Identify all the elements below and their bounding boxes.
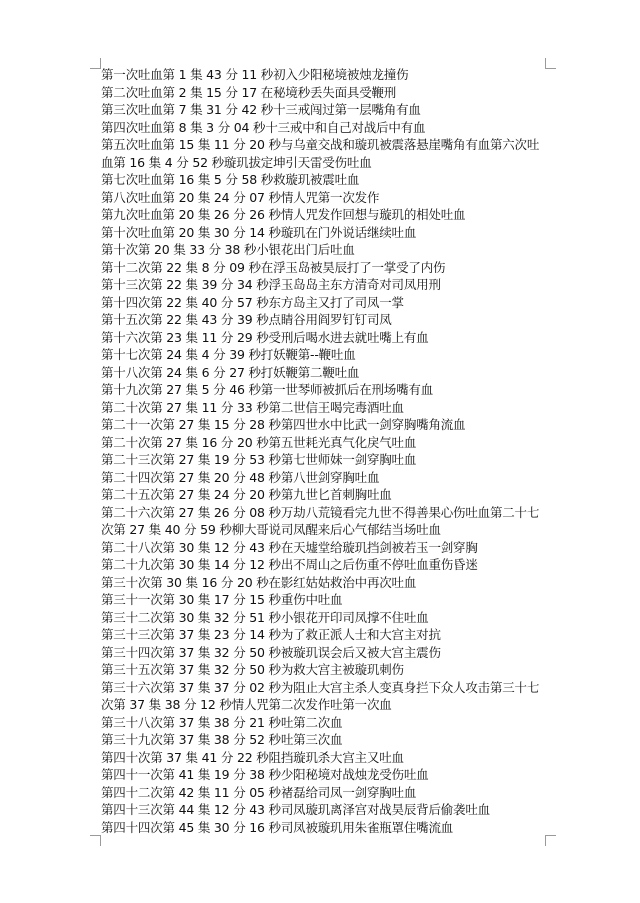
text-line: 第十七次第 24 集 4 分 39 秒打妖鞭第--鞭吐血 bbox=[101, 347, 356, 362]
text-line: 第十次吐血第 20 集 30 分 14 秒璇玑在门外说话继续吐血 bbox=[101, 224, 417, 240]
text-line: 第三十次第 30 集 16 分 20 秒在影红姑姑救治中再次吐血 bbox=[101, 574, 417, 590]
text-line: 第三次吐血第 7 集 31 分 42 秒十三戒闯过第一层嘴角有血 bbox=[101, 102, 421, 117]
text-line: 第四十次第 37 集 41 分 22 秒阻挡璇玑杀大宫主又吐血 bbox=[101, 749, 404, 765]
text-line: 第二十五次第 27 集 24 分 20 秒第九世匕首刺胸吐血 bbox=[101, 487, 392, 502]
text-line: 第十次第 20 集 33 分 38 秒小银花出门后吐血 bbox=[101, 242, 355, 257]
text-line: 第三十六次第 37 集 37 分 02 秒为阻止大宫主杀人变真身拦下众人攻击第三十七 bbox=[101, 679, 540, 695]
text-line: 第四次吐血第 8 集 3 分 04 秒十三戒中和自己对战后中有血 bbox=[101, 119, 426, 135]
text-line: 第一次吐血第 1 集 43 分 11 秒初入少阳秘境被烛龙撞伤 bbox=[101, 67, 409, 82]
crop-mark-bottom-left bbox=[90, 835, 101, 846]
text-line: 第三十八次第 37 集 38 分 21 秒吐第二次血 bbox=[101, 714, 343, 730]
text-line: 第三十三次第 37 集 23 分 14 秒为了救正派人士和大宫主对抗 bbox=[101, 627, 441, 642]
text-line: 第四十三次第 44 集 12 分 43 秒司凤璇玑离泽宫对战昊辰背后偷袭吐血 bbox=[101, 802, 490, 817]
text-line: 第二十六次第 27 集 26 分 08 秒万劫八荒镜看完九世不得善果心伤吐血第二十七 bbox=[101, 504, 540, 520]
text-line: 第八次吐血第 20 集 24 分 07 秒情人咒第一次发作 bbox=[101, 189, 380, 205]
text-line: 第三十四次第 37 集 32 分 50 秒被璇玑误会后又被大宫主震伤 bbox=[101, 644, 441, 660]
text-line: 血第 16 集 4 分 52 秒璇玑拔定坤引天雷受伤吐血 bbox=[101, 154, 372, 170]
text-line: 第二十三次第 27 集 19 分 53 秒第七世师妹一剑穿胸吐血 bbox=[101, 452, 417, 467]
text-line: 第四十二次第 42 集 11 分 05 秒禇磊给司凤一剑穿胸吐血 bbox=[101, 784, 417, 800]
text-line: 第十八次第 24 集 6 分 27 秒打妖鞭第二鞭吐血 bbox=[101, 364, 360, 380]
text-line: 第十三次第 22 集 39 分 34 秒浮玉岛岛主东方清奇对司凤用刑 bbox=[101, 277, 441, 292]
text-line: 第二十九次第 30 集 14 分 12 秒出不周山之后伤重不停吐血重伤昏迷 bbox=[101, 557, 478, 572]
crop-mark-top-left bbox=[90, 58, 101, 69]
text-line: 第九次吐血第 20 集 26 分 26 秒情人咒发作回想与璇玑的相处吐血 bbox=[101, 207, 466, 222]
text-line: 第十五次第 22 集 43 分 39 秒点睛谷用阎罗钉钉司凤 bbox=[101, 312, 392, 327]
text-line: 第二十四次第 27 集 20 分 48 秒第八世剑穿胸吐血 bbox=[101, 469, 380, 485]
text-line: 第三十九次第 37 集 38 分 52 秒吐第三次血 bbox=[101, 732, 343, 747]
text-line: 第二十八次第 30 集 12 分 43 秒在天墟堂给璇玑挡剑被若玉一剑穿胸 bbox=[101, 539, 478, 555]
text-line: 第七次吐血第 16 集 5 分 58 秒救璇玑被震吐血 bbox=[101, 172, 360, 187]
text-line: 第三十二次第 30 集 32 分 51 秒小银花开印司凤撑不住吐血 bbox=[101, 609, 429, 625]
text-line: 第二十次第 27 集 11 分 33 秒第二世信王喝完毒酒吐血 bbox=[101, 399, 404, 415]
text-line: 次第 37 集 38 分 12 秒情人咒第二次发作吐第一次血 bbox=[101, 697, 392, 712]
text-line: 次第 27 集 40 分 59 秒柳大哥说司凤醒来后心气郁结当场吐血 bbox=[101, 522, 441, 537]
text-line: 第二十一次第 27 集 15 分 28 秒第四世水中比武一剑穿胸嘴角流血 bbox=[101, 417, 466, 432]
document-body[interactable] bbox=[101, 66, 556, 836]
text-line: 第十九次第 27 集 5 分 46 秒第一世琴师被抓后在刑场嘴有血 bbox=[101, 382, 434, 397]
text-line: 第二次吐血第 2 集 15 分 17 在秘境秒丢失面具受鞭刑 bbox=[101, 84, 397, 100]
text-line: 第二十次第 27 集 16 分 20 秒第五世耗光真气化戾气吐血 bbox=[101, 434, 417, 450]
crop-mark-bottom-right bbox=[545, 835, 556, 846]
text-line: 第四十一次第 41 集 19 分 38 秒少阳秘境对战烛龙受伤吐血 bbox=[101, 767, 429, 782]
text-line: 第五次吐血第 15 集 11 分 20 秒与乌童交战和璇玑被震落悬崖嘴角有血第六次吐 bbox=[101, 137, 540, 152]
text-line: 第十四次第 22 集 40 分 57 秒东方岛主又打了司凤一掌 bbox=[101, 294, 404, 310]
text-line: 第三十一次第 30 集 17 分 15 秒重伤中吐血 bbox=[101, 592, 343, 607]
text-line: 第十二次第 22 集 8 分 09 秒在浮玉岛被昊辰打了一掌受了内伤 bbox=[101, 259, 446, 275]
text-line: 第四十四次第 45 集 30 分 16 秒司凤被璇玑用朱雀瓶罩住嘴流血 bbox=[101, 819, 454, 835]
text-line: 第三十五次第 37 集 32 分 50 秒为救大宫主被璇玑刺伤 bbox=[101, 662, 404, 677]
text-line: 第十六次第 23 集 11 分 29 秒受刑后喝水进去就吐嘴上有血 bbox=[101, 329, 429, 345]
